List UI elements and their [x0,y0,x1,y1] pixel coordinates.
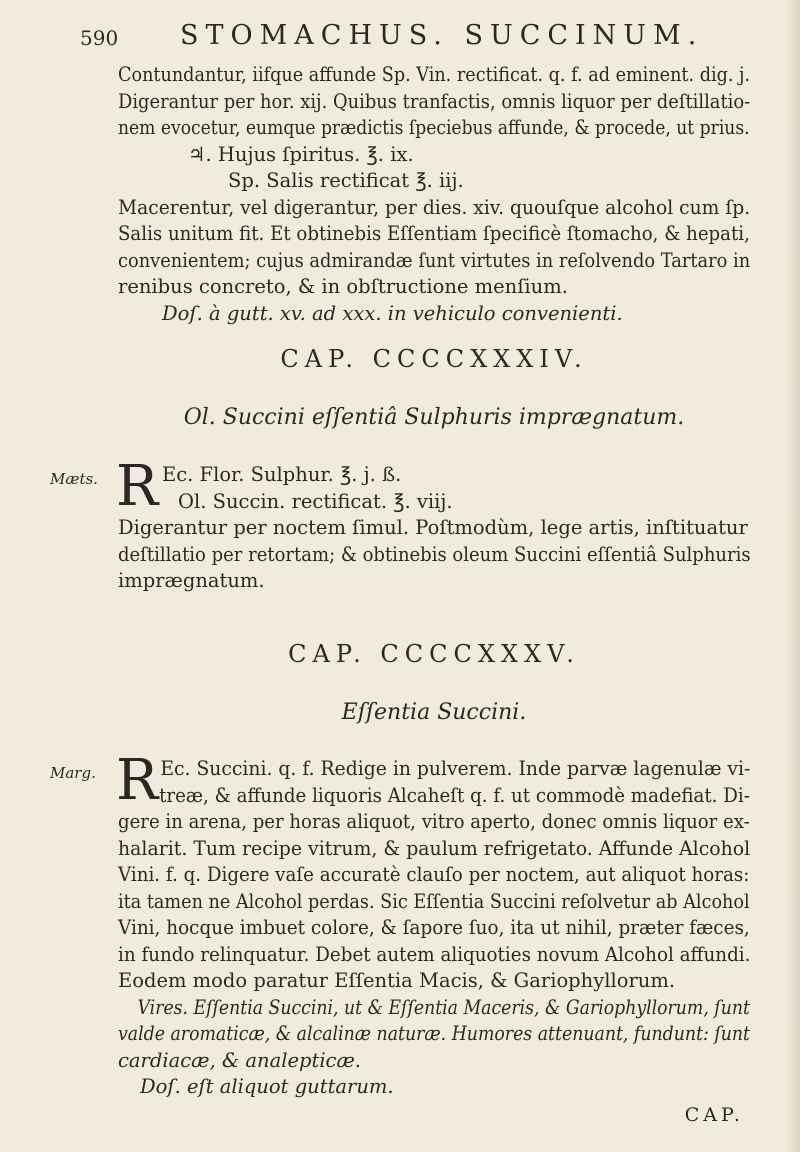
chapter-heading: CAP. CCCCXXXIV. [280,345,588,373]
text-line: in fundo relinquatur. Debet autem aliquoties novum Alcohol affundi. [118,942,751,966]
recipe-line: Ol. Succin. rectificat. ℥. viij. [178,489,453,513]
text-line: Vini. f. q. Digere vaſe accuratè clauſo per noctem, aut aliquot horas: [118,863,750,886]
text-line: Vini, hocque imbuet colore, & ſapore ſuo, ita ut nihil, præter fæces, [118,916,750,939]
dosage-line: Doſ. à gutt. xv. ad xxx. in vehiculo convenienti. [162,301,623,325]
text-line: Digerantur per hor. xij. Quibus tranfactis, omnis liquor per deſtillatio- [118,89,751,113]
chapter-title: Ol. Succini eſſentiâ Sulphuris imprægnatum. [183,405,685,430]
text-line: treæ, & affunde liquoris Alcaheſt q. f. ut commodè madefiat. Di- [159,783,750,807]
text-line: imprægnatum. [118,569,265,592]
page-number: 590 [80,26,119,50]
text-line: Macerentur, vel digerantur, per dies. xiv. quouſque alcohol cum ſp. [118,195,751,219]
text-line: halarit. Tum recipe vitrum, & paulum refrigetato. Affunde Alcohol [118,836,751,860]
recipe-line: ♃. Hujus ſpiritus. ℥. ix. [188,142,414,166]
vires-line: valde aromaticæ, & alcalinæ naturæ. Humores attenuant, fundunt: ſunt [118,1022,751,1045]
text-line: Contundantur, iifque affunde Sp. Vin. rectificat. q. f. ad eminent. dig. j. [118,63,751,86]
text-line: Ec. Succini. q. f. Redige in pulverem. Inde parvæ lagenulæ vi- [160,757,751,780]
recipe-line: Sp. Salis rectificat ℥. iij. [228,169,464,192]
page-edge-shadow [786,0,800,1152]
vires-line: cardiacæ, & analepticæ. [118,1048,362,1072]
text-line: Salis unitum fit. Et obtinebis Eſſentiam ſpecificè ſtomacho, & hepati, [118,222,750,245]
text-line: gere in arena, per horas aliquot, vitro aperto, donec omnis liquor ex- [118,810,750,833]
chapter-title: Eſſentia Succini. [341,700,527,725]
catchword: CAP. [684,1104,744,1126]
running-header [80,20,740,60]
chapter-body [118,756,750,1101]
intro-paragraph [118,62,750,327]
drop-cap: R [116,454,159,519]
margin-note: Mæts. [50,470,98,488]
text-line: ita tamen ne Alcohol perdas. Sic Eſſentia Succini reſolvetur ab Alcohol [118,889,750,913]
recipe-line: Ec. Flor. Sulphur. ℥. j. ß. [162,463,402,486]
text-line: renibus concreto, & in obſtructione menſium. [118,275,568,298]
running-title: STOMACHUS. SUCCINUM. [180,20,704,51]
chapter-heading: CAP. CCCCXXXV. [288,640,580,668]
chapter-body [118,462,750,595]
text-line: Digerantur per noctem ſimul. Poſtmodùm, lege artis, inſtituatur [118,516,748,539]
dosage-line: Doſ. eſt aliquot guttarum. [140,1075,394,1098]
text-line: deſtillatio per retortam; & obtinebis oleum Succini eſſentiâ Sulphuris [118,542,751,566]
text-line: nem evocetur, eumque prædictis ſpeciebus affunde, & procede, ut prius. [118,116,750,139]
text-line: Eodem modo paratur Eſſentia Macis, & Gariophyllorum. [118,969,676,992]
drop-cap: R [116,748,159,813]
vires-line: Vires. Eſſentia Succini, ut & Eſſentia Maceris, & Gariophyllorum, ſunt [137,995,750,1019]
text-line: convenientem; cujus admirandæ ſunt virtutes in reſolvendo Tartaro in [118,248,751,272]
margin-note: Marg. [50,764,96,782]
